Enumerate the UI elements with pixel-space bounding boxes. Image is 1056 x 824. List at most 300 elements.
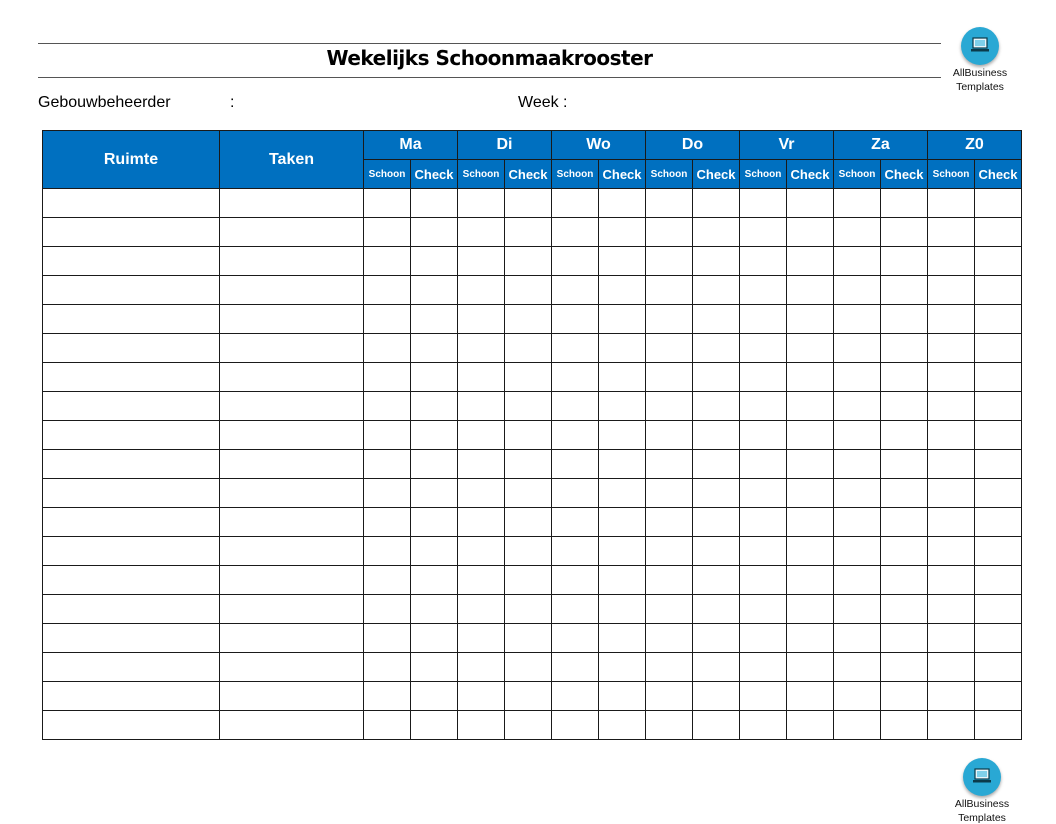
check-cell[interactable]: [364, 218, 411, 247]
check-cell[interactable]: [505, 624, 552, 653]
check-cell[interactable]: [364, 566, 411, 595]
check-cell[interactable]: [740, 218, 787, 247]
room-cell[interactable]: [43, 479, 220, 508]
check-cell[interactable]: [740, 450, 787, 479]
check-cell[interactable]: [975, 305, 1022, 334]
check-cell[interactable]: [787, 479, 834, 508]
tasks-cell[interactable]: [220, 189, 364, 218]
check-cell[interactable]: [975, 247, 1022, 276]
check-cell[interactable]: [975, 595, 1022, 624]
check-cell[interactable]: [881, 682, 928, 711]
check-cell[interactable]: [834, 595, 881, 624]
check-cell[interactable]: [881, 218, 928, 247]
tasks-cell[interactable]: [220, 682, 364, 711]
check-cell[interactable]: [646, 595, 693, 624]
check-cell[interactable]: [505, 189, 552, 218]
check-cell[interactable]: [505, 305, 552, 334]
check-cell[interactable]: [834, 537, 881, 566]
check-cell[interactable]: [881, 479, 928, 508]
check-cell[interactable]: [505, 392, 552, 421]
check-cell[interactable]: [740, 479, 787, 508]
check-cell[interactable]: [975, 566, 1022, 595]
check-cell[interactable]: [881, 276, 928, 305]
check-cell[interactable]: [646, 276, 693, 305]
check-cell[interactable]: [646, 247, 693, 276]
check-cell[interactable]: [740, 624, 787, 653]
check-cell[interactable]: [693, 479, 740, 508]
check-cell[interactable]: [411, 363, 458, 392]
check-cell[interactable]: [834, 508, 881, 537]
check-cell[interactable]: [693, 595, 740, 624]
check-cell[interactable]: [881, 189, 928, 218]
check-cell[interactable]: [646, 305, 693, 334]
check-cell[interactable]: [552, 392, 599, 421]
check-cell[interactable]: [458, 508, 505, 537]
check-cell[interactable]: [787, 682, 834, 711]
check-cell[interactable]: [834, 711, 881, 740]
check-cell[interactable]: [458, 305, 505, 334]
check-cell[interactable]: [646, 392, 693, 421]
check-cell[interactable]: [787, 450, 834, 479]
check-cell[interactable]: [834, 682, 881, 711]
check-cell[interactable]: [599, 479, 646, 508]
check-cell[interactable]: [693, 363, 740, 392]
check-cell[interactable]: [787, 595, 834, 624]
check-cell[interactable]: [740, 363, 787, 392]
check-cell[interactable]: [740, 537, 787, 566]
check-cell[interactable]: [975, 189, 1022, 218]
check-cell[interactable]: [599, 595, 646, 624]
check-cell[interactable]: [787, 363, 834, 392]
check-cell[interactable]: [411, 537, 458, 566]
check-cell[interactable]: [834, 450, 881, 479]
check-cell[interactable]: [881, 305, 928, 334]
check-cell[interactable]: [740, 305, 787, 334]
check-cell[interactable]: [787, 276, 834, 305]
check-cell[interactable]: [740, 421, 787, 450]
check-cell[interactable]: [646, 682, 693, 711]
check-cell[interactable]: [881, 537, 928, 566]
check-cell[interactable]: [411, 682, 458, 711]
check-cell[interactable]: [505, 479, 552, 508]
check-cell[interactable]: [834, 247, 881, 276]
check-cell[interactable]: [881, 711, 928, 740]
check-cell[interactable]: [740, 247, 787, 276]
check-cell[interactable]: [411, 450, 458, 479]
room-cell[interactable]: [43, 566, 220, 595]
check-cell[interactable]: [740, 276, 787, 305]
check-cell[interactable]: [693, 305, 740, 334]
tasks-cell[interactable]: [220, 595, 364, 624]
check-cell[interactable]: [552, 421, 599, 450]
check-cell[interactable]: [693, 711, 740, 740]
check-cell[interactable]: [505, 450, 552, 479]
check-cell[interactable]: [881, 450, 928, 479]
check-cell[interactable]: [552, 218, 599, 247]
check-cell[interactable]: [599, 711, 646, 740]
tasks-cell[interactable]: [220, 653, 364, 682]
check-cell[interactable]: [881, 566, 928, 595]
check-cell[interactable]: [975, 421, 1022, 450]
tasks-cell[interactable]: [220, 566, 364, 595]
room-cell[interactable]: [43, 247, 220, 276]
check-cell[interactable]: [975, 450, 1022, 479]
room-cell[interactable]: [43, 537, 220, 566]
check-cell[interactable]: [458, 363, 505, 392]
check-cell[interactable]: [740, 653, 787, 682]
check-cell[interactable]: [646, 450, 693, 479]
check-cell[interactable]: [928, 450, 975, 479]
check-cell[interactable]: [928, 363, 975, 392]
check-cell[interactable]: [787, 566, 834, 595]
check-cell[interactable]: [834, 363, 881, 392]
check-cell[interactable]: [364, 392, 411, 421]
check-cell[interactable]: [834, 392, 881, 421]
check-cell[interactable]: [411, 566, 458, 595]
tasks-cell[interactable]: [220, 479, 364, 508]
tasks-cell[interactable]: [220, 624, 364, 653]
check-cell[interactable]: [881, 624, 928, 653]
check-cell[interactable]: [411, 711, 458, 740]
check-cell[interactable]: [834, 566, 881, 595]
check-cell[interactable]: [646, 508, 693, 537]
check-cell[interactable]: [787, 508, 834, 537]
check-cell[interactable]: [975, 653, 1022, 682]
check-cell[interactable]: [599, 218, 646, 247]
check-cell[interactable]: [975, 276, 1022, 305]
check-cell[interactable]: [411, 247, 458, 276]
check-cell[interactable]: [787, 189, 834, 218]
check-cell[interactable]: [740, 566, 787, 595]
check-cell[interactable]: [552, 711, 599, 740]
check-cell[interactable]: [364, 334, 411, 363]
check-cell[interactable]: [458, 595, 505, 624]
check-cell[interactable]: [599, 682, 646, 711]
check-cell[interactable]: [928, 305, 975, 334]
check-cell[interactable]: [458, 276, 505, 305]
check-cell[interactable]: [881, 363, 928, 392]
check-cell[interactable]: [505, 421, 552, 450]
check-cell[interactable]: [740, 711, 787, 740]
check-cell[interactable]: [458, 392, 505, 421]
check-cell[interactable]: [458, 537, 505, 566]
check-cell[interactable]: [411, 189, 458, 218]
check-cell[interactable]: [693, 537, 740, 566]
tasks-cell[interactable]: [220, 450, 364, 479]
check-cell[interactable]: [975, 334, 1022, 363]
tasks-cell[interactable]: [220, 363, 364, 392]
tasks-cell[interactable]: [220, 334, 364, 363]
check-cell[interactable]: [740, 334, 787, 363]
check-cell[interactable]: [599, 566, 646, 595]
check-cell[interactable]: [787, 421, 834, 450]
tasks-cell[interactable]: [220, 276, 364, 305]
check-cell[interactable]: [881, 508, 928, 537]
check-cell[interactable]: [787, 711, 834, 740]
check-cell[interactable]: [646, 189, 693, 218]
check-cell[interactable]: [975, 479, 1022, 508]
check-cell[interactable]: [552, 624, 599, 653]
check-cell[interactable]: [411, 218, 458, 247]
check-cell[interactable]: [646, 566, 693, 595]
room-cell[interactable]: [43, 682, 220, 711]
room-cell[interactable]: [43, 363, 220, 392]
check-cell[interactable]: [364, 450, 411, 479]
check-cell[interactable]: [975, 392, 1022, 421]
check-cell[interactable]: [787, 653, 834, 682]
check-cell[interactable]: [646, 537, 693, 566]
check-cell[interactable]: [411, 624, 458, 653]
check-cell[interactable]: [881, 392, 928, 421]
check-cell[interactable]: [975, 624, 1022, 653]
check-cell[interactable]: [458, 421, 505, 450]
check-cell[interactable]: [458, 218, 505, 247]
check-cell[interactable]: [975, 537, 1022, 566]
check-cell[interactable]: [599, 247, 646, 276]
room-cell[interactable]: [43, 421, 220, 450]
check-cell[interactable]: [881, 247, 928, 276]
check-cell[interactable]: [411, 479, 458, 508]
check-cell[interactable]: [505, 653, 552, 682]
check-cell[interactable]: [505, 508, 552, 537]
check-cell[interactable]: [552, 508, 599, 537]
check-cell[interactable]: [787, 305, 834, 334]
check-cell[interactable]: [364, 421, 411, 450]
check-cell[interactable]: [458, 653, 505, 682]
check-cell[interactable]: [928, 218, 975, 247]
check-cell[interactable]: [364, 363, 411, 392]
check-cell[interactable]: [646, 479, 693, 508]
check-cell[interactable]: [552, 247, 599, 276]
check-cell[interactable]: [458, 450, 505, 479]
check-cell[interactable]: [364, 595, 411, 624]
check-cell[interactable]: [928, 653, 975, 682]
check-cell[interactable]: [693, 334, 740, 363]
check-cell[interactable]: [740, 392, 787, 421]
check-cell[interactable]: [364, 508, 411, 537]
check-cell[interactable]: [787, 537, 834, 566]
check-cell[interactable]: [364, 276, 411, 305]
check-cell[interactable]: [881, 653, 928, 682]
check-cell[interactable]: [458, 682, 505, 711]
tasks-cell[interactable]: [220, 537, 364, 566]
check-cell[interactable]: [364, 653, 411, 682]
check-cell[interactable]: [599, 363, 646, 392]
check-cell[interactable]: [599, 450, 646, 479]
check-cell[interactable]: [787, 624, 834, 653]
check-cell[interactable]: [552, 566, 599, 595]
check-cell[interactable]: [693, 276, 740, 305]
check-cell[interactable]: [740, 189, 787, 218]
check-cell[interactable]: [411, 595, 458, 624]
check-cell[interactable]: [881, 595, 928, 624]
check-cell[interactable]: [646, 421, 693, 450]
check-cell[interactable]: [411, 653, 458, 682]
check-cell[interactable]: [599, 189, 646, 218]
check-cell[interactable]: [364, 479, 411, 508]
check-cell[interactable]: [928, 624, 975, 653]
check-cell[interactable]: [787, 334, 834, 363]
room-cell[interactable]: [43, 392, 220, 421]
check-cell[interactable]: [458, 334, 505, 363]
check-cell[interactable]: [928, 276, 975, 305]
check-cell[interactable]: [364, 537, 411, 566]
check-cell[interactable]: [834, 218, 881, 247]
check-cell[interactable]: [364, 711, 411, 740]
check-cell[interactable]: [552, 653, 599, 682]
tasks-cell[interactable]: [220, 392, 364, 421]
check-cell[interactable]: [834, 189, 881, 218]
tasks-cell[interactable]: [220, 218, 364, 247]
check-cell[interactable]: [505, 711, 552, 740]
check-cell[interactable]: [552, 363, 599, 392]
check-cell[interactable]: [928, 247, 975, 276]
check-cell[interactable]: [552, 305, 599, 334]
check-cell[interactable]: [975, 682, 1022, 711]
check-cell[interactable]: [693, 421, 740, 450]
check-cell[interactable]: [881, 421, 928, 450]
check-cell[interactable]: [646, 624, 693, 653]
tasks-cell[interactable]: [220, 421, 364, 450]
check-cell[interactable]: [552, 189, 599, 218]
check-cell[interactable]: [693, 247, 740, 276]
check-cell[interactable]: [787, 247, 834, 276]
room-cell[interactable]: [43, 334, 220, 363]
check-cell[interactable]: [458, 247, 505, 276]
check-cell[interactable]: [975, 218, 1022, 247]
check-cell[interactable]: [458, 479, 505, 508]
check-cell[interactable]: [505, 537, 552, 566]
check-cell[interactable]: [599, 421, 646, 450]
room-cell[interactable]: [43, 624, 220, 653]
check-cell[interactable]: [928, 421, 975, 450]
check-cell[interactable]: [975, 508, 1022, 537]
tasks-cell[interactable]: [220, 247, 364, 276]
check-cell[interactable]: [505, 595, 552, 624]
check-cell[interactable]: [975, 363, 1022, 392]
check-cell[interactable]: [693, 653, 740, 682]
check-cell[interactable]: [505, 247, 552, 276]
check-cell[interactable]: [834, 653, 881, 682]
check-cell[interactable]: [364, 682, 411, 711]
room-cell[interactable]: [43, 450, 220, 479]
check-cell[interactable]: [364, 189, 411, 218]
check-cell[interactable]: [599, 508, 646, 537]
check-cell[interactable]: [740, 508, 787, 537]
tasks-cell[interactable]: [220, 508, 364, 537]
check-cell[interactable]: [693, 624, 740, 653]
check-cell[interactable]: [693, 508, 740, 537]
check-cell[interactable]: [693, 189, 740, 218]
check-cell[interactable]: [834, 624, 881, 653]
check-cell[interactable]: [834, 276, 881, 305]
check-cell[interactable]: [552, 682, 599, 711]
check-cell[interactable]: [928, 334, 975, 363]
room-cell[interactable]: [43, 508, 220, 537]
check-cell[interactable]: [928, 537, 975, 566]
check-cell[interactable]: [975, 711, 1022, 740]
check-cell[interactable]: [928, 711, 975, 740]
check-cell[interactable]: [646, 218, 693, 247]
check-cell[interactable]: [740, 595, 787, 624]
check-cell[interactable]: [646, 653, 693, 682]
check-cell[interactable]: [646, 334, 693, 363]
room-cell[interactable]: [43, 218, 220, 247]
check-cell[interactable]: [646, 363, 693, 392]
check-cell[interactable]: [458, 711, 505, 740]
tasks-cell[interactable]: [220, 305, 364, 334]
room-cell[interactable]: [43, 653, 220, 682]
check-cell[interactable]: [693, 450, 740, 479]
check-cell[interactable]: [458, 624, 505, 653]
check-cell[interactable]: [740, 682, 787, 711]
check-cell[interactable]: [928, 508, 975, 537]
check-cell[interactable]: [552, 537, 599, 566]
check-cell[interactable]: [787, 218, 834, 247]
check-cell[interactable]: [505, 566, 552, 595]
check-cell[interactable]: [599, 334, 646, 363]
room-cell[interactable]: [43, 189, 220, 218]
check-cell[interactable]: [552, 450, 599, 479]
check-cell[interactable]: [599, 537, 646, 566]
check-cell[interactable]: [411, 305, 458, 334]
check-cell[interactable]: [928, 189, 975, 218]
check-cell[interactable]: [834, 334, 881, 363]
check-cell[interactable]: [834, 421, 881, 450]
room-cell[interactable]: [43, 711, 220, 740]
check-cell[interactable]: [646, 711, 693, 740]
check-cell[interactable]: [834, 479, 881, 508]
check-cell[interactable]: [364, 305, 411, 334]
check-cell[interactable]: [599, 276, 646, 305]
check-cell[interactable]: [552, 479, 599, 508]
check-cell[interactable]: [834, 305, 881, 334]
check-cell[interactable]: [928, 392, 975, 421]
check-cell[interactable]: [411, 508, 458, 537]
check-cell[interactable]: [693, 218, 740, 247]
room-cell[interactable]: [43, 276, 220, 305]
check-cell[interactable]: [505, 218, 552, 247]
check-cell[interactable]: [552, 334, 599, 363]
check-cell[interactable]: [599, 392, 646, 421]
check-cell[interactable]: [787, 392, 834, 421]
check-cell[interactable]: [599, 305, 646, 334]
check-cell[interactable]: [411, 421, 458, 450]
check-cell[interactable]: [505, 334, 552, 363]
check-cell[interactable]: [928, 566, 975, 595]
check-cell[interactable]: [552, 276, 599, 305]
tasks-cell[interactable]: [220, 711, 364, 740]
check-cell[interactable]: [505, 276, 552, 305]
check-cell[interactable]: [505, 682, 552, 711]
check-cell[interactable]: [552, 595, 599, 624]
check-cell[interactable]: [881, 334, 928, 363]
check-cell[interactable]: [599, 624, 646, 653]
check-cell[interactable]: [364, 624, 411, 653]
check-cell[interactable]: [411, 334, 458, 363]
check-cell[interactable]: [599, 653, 646, 682]
check-cell[interactable]: [928, 682, 975, 711]
check-cell[interactable]: [693, 566, 740, 595]
check-cell[interactable]: [505, 363, 552, 392]
check-cell[interactable]: [411, 276, 458, 305]
room-cell[interactable]: [43, 595, 220, 624]
room-cell[interactable]: [43, 305, 220, 334]
check-cell[interactable]: [693, 392, 740, 421]
check-cell[interactable]: [928, 479, 975, 508]
check-cell[interactable]: [458, 566, 505, 595]
check-cell[interactable]: [928, 595, 975, 624]
